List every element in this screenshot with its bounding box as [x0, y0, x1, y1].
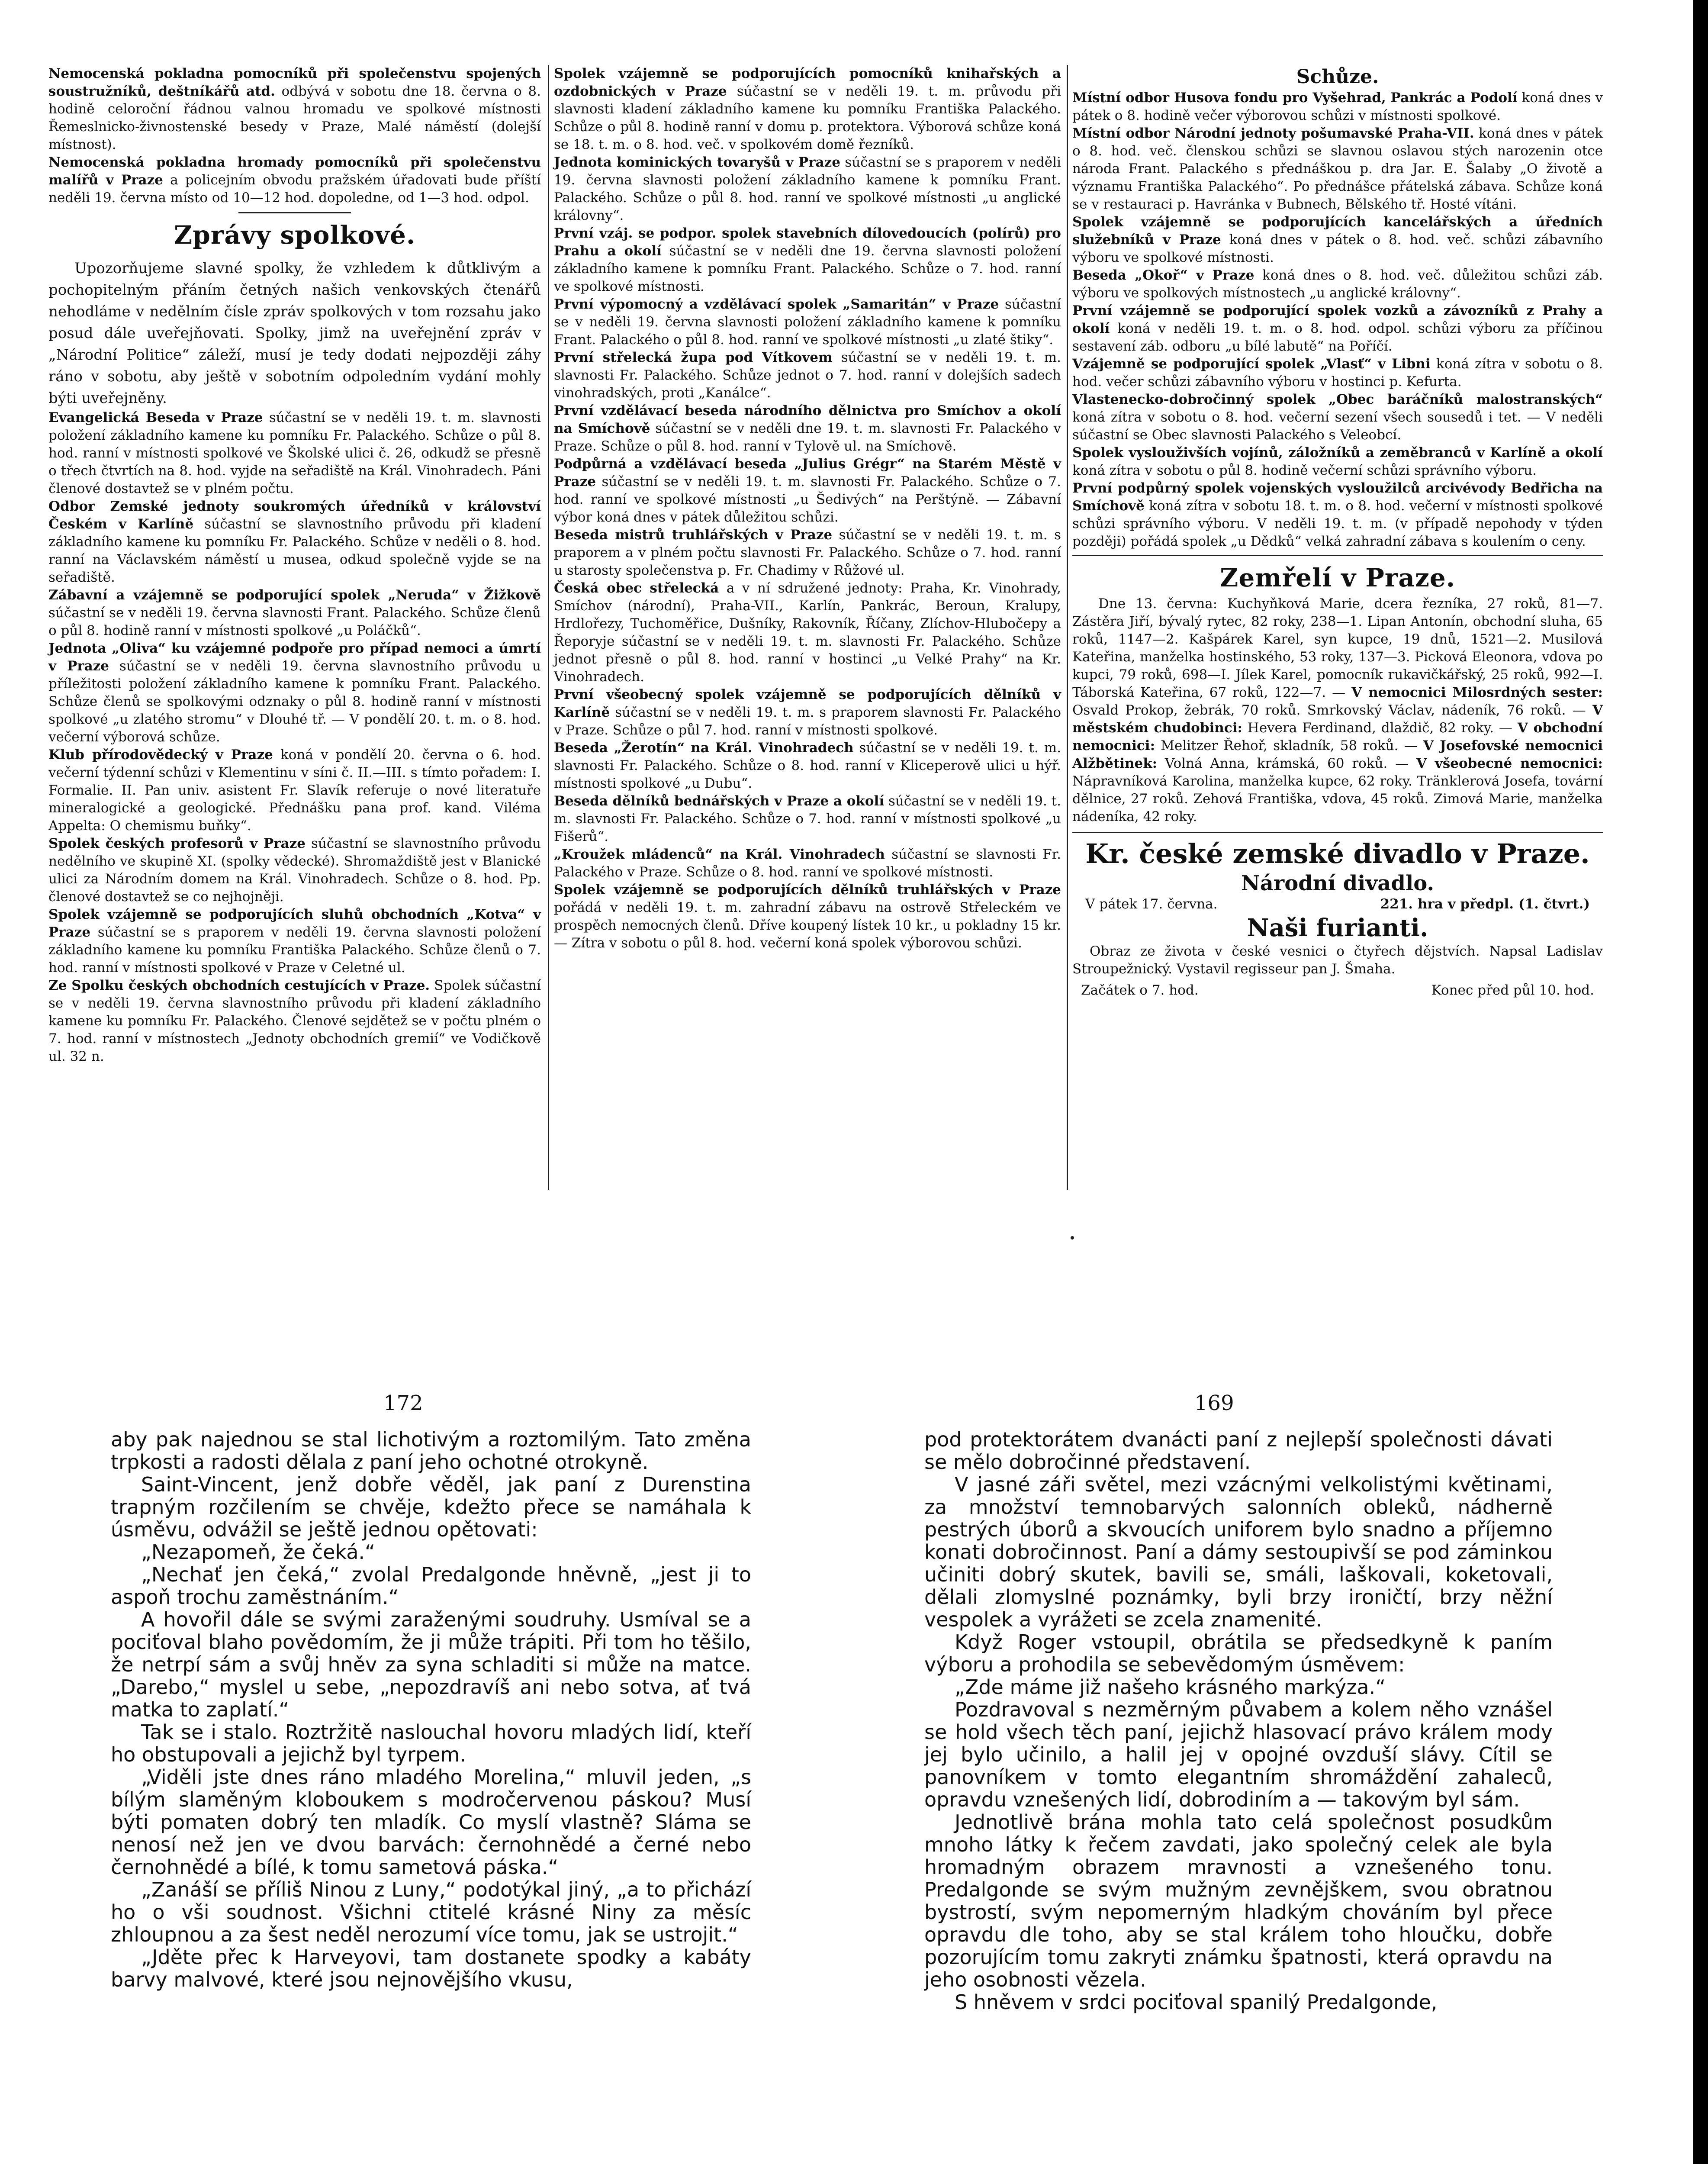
notice-organization: Podpůrná a vzdělávací beseda „Julius Grégr“ na Starém Městě v Praze	[554, 456, 1061, 489]
theatre-subtitle: Národní divadlo.	[1241, 871, 1435, 895]
notice-text: súčastní se s praporem v neděli 19. června slavnosti položení základního kamene k pomníku Frant. Palackého. Schůze o půl 8. hod. ranní ve spolkové místnosti „u anglické královny“.	[554, 155, 1061, 223]
notice-text: súčastní se v neděli 19. t. m. slavnosti Fr. Palackého. Schůze o 8. hod. ranní v Kliceperově ulici u hýř. místnosti spolkové „u Dubu“.	[554, 740, 1061, 791]
notice-item	[1072, 125, 1603, 213]
notice-item	[554, 154, 1061, 225]
notice-organization: Spolek vzájemně se podporujících kancelářských a úředních služebníků v Praze	[1072, 214, 1603, 248]
notice-item	[554, 455, 1061, 526]
novel-paragraph: „Nechať jen čeká,“ zvolal Predalgonde hněvně, „jest ji to aspoň trochu zaměstnáním.“	[111, 1563, 751, 1609]
notice-text: súčastní se v neděli 19. t. m. průvodu při slavnosti kladení základního kamene ku pomníku Františka Palackého. Schůze o půl 8. hodině ranní v domu p. protektora. Výborová schůze koná se 18. t. m. o 8. hod. več. v spolkovém domě řezníků.	[554, 84, 1061, 152]
notice-item	[554, 526, 1061, 580]
notice-text: a policejním obvodu pražském úřadovati bude příští neděli 19. června místo od 10—12 hod. dopoledne, od 1—3 hod. odpol.	[48, 172, 541, 206]
section-heading: Zprávy spolkové.	[174, 220, 416, 250]
notice-item	[554, 349, 1061, 402]
novel-paragraph: Saint-Vincent, jenž dobře věděl, jak paní z Durenstina trapným rozčilením se chvěje, kdežto přece se namáhala k úsměvu, odvážil se ještě jednou opětovati:	[111, 1473, 751, 1541]
notice-item	[554, 686, 1061, 739]
deaths-hospital-5: V všeobecné nemocnici:	[1416, 756, 1603, 771]
notice-item	[554, 225, 1061, 296]
novel-paragraph: Když Roger vstoupil, obrátila se předsedkyně k paním výboru a prohodila se sebevědomým úsměvem:	[924, 1630, 1553, 1676]
notice-organization: Spolek vyslouživších vojínů, záložníků a zeměbranců v Karlíně a okolí	[1072, 445, 1603, 460]
deaths-text-1: Dne 13. června: Kuchyňková Marie, dcera řezníka, 27 roků, 81—7. Zástěra Jiří, bývalý rytec, 82 roky, 238—1. Lipan Antonín, obchodní sluha, 65 roků, 1147—2. Kašpárek Karel, syn kupce, 19 dnů, 1521—2. Musilová Kateřina, manželka hostinského, 53 roky, 137—3. Picková Eleonora, vdova po kupci, 79 roků, 698—I. Jílek Karel, pomocník rukavičkářský, 25 roků, 992—I. Táborská Kateřina, 67 roků, 122—7. —	[1072, 596, 1603, 700]
theatre-divider	[1072, 832, 1603, 833]
notice-text: koná dnes v pátek o 8. hod. več. schůzi zábavního výboru ve spolkové místnosti.	[1072, 232, 1603, 265]
notice-organization: Zábavní a vzájemně se podporující spolek „Neruda“ v Žižkově	[48, 587, 541, 603]
notice-text: súčastní se v neděli 19. června slavnosti položení základního kamene k pomníku Frant. Palackého o půl 8. hod. ranní ve spolkové místnosti „u zlaté štiky“.	[554, 296, 1061, 348]
notice-organization: První vzáj. se podpor. spolek stavebních dílovedoucích (polírů) pro Prahu a okolí	[554, 225, 1061, 259]
notice-text: súčastní se v neděli dne 19. června slavnosti položení základního kamene k pomníku Frant. Palackého. Schůze o 7. hod. ranní ve spolkové místnosti.	[554, 243, 1061, 294]
notice-organization: Beseda „Okoř“ v Praze	[1072, 267, 1254, 283]
notice-text: súčastní se v neděli 19. t. m. slavnosti Fr. Palackého. Schůze o 7. hod. ranní v místnosti spolkové „u Fišerů“.	[554, 793, 1061, 844]
notice-text: Spolek súčastní se v neděli 19. června slavnostního průvodu při kladení základního kamene ku pomníku Fr. Palackého. Členové sejdětež se v počtu plném o 7. hod. ranní v místnostech „Jednoty obchodních gremií“ ve Vodičkově ul. 32 n.	[48, 978, 541, 1064]
performance-number: 221. hra v předpl. (1. čtvrt.)	[1380, 896, 1590, 912]
deaths-heading: Zemřelí v Praze.	[1219, 563, 1455, 593]
notice-text: súčastní se v neděli 19. t. m. s praporem a v plném počtu slavnosti Fr. Palackého. Schůze o 7. hod. ranní u starosty společenstva p. Fr. Chadimy v Růžové ul.	[554, 527, 1061, 578]
notice-text: súčastní se s praporem v neděli 19. června slavnosti položení základního kamene ku pomníku Františka Palackého. Schůze členů o 7. hod. ranní v místnosti spolkové v Praze v Celetné ul.	[48, 924, 541, 976]
notice-text: súčastní se v neděli 19. t. m. slavnosti Fr. Palackého. Schůze jednot o 7. hod. ranní v dolejších sadech vinohradských, proti „Kanálce“.	[554, 350, 1061, 401]
notice-text: súčastní se v neděli 19. t. m. slavnosti položení základního kamene ku pomníku Fr. Palackého. Schůze o půl 8. hod. ranní v místnosti spolkové ve Školské ulici č. 26, odkudž se přesně o třech čtvrtích na 8. hod. vyjde na seřadiště na Král. Vinohradech. Páni členové dostavtež se v plném počtu.	[48, 410, 541, 496]
notice-organization: Místní odbor Národní jednoty pošumavské Praha-VII.	[1072, 126, 1474, 141]
column-left	[48, 65, 541, 1066]
novel-paragraph: Pozdravoval s nezměrným půvabem a kolem něho vznášel se hold všech těch paní, jejichž hlasovací právo králem mody jej bylo učinilo, a halil jej v opojné ovzduší slávy. Cítil se panovníkem v tomto elegantním shromáždění zahaleců, opravdu vznešených lidí, dobrodiním a — takovým byl sám.	[924, 1698, 1553, 1811]
novel-paragraph: „Jděte přec k Harveyovi, tam dostanete spodky a kabáty barvy malvové, které jsou nejnovějšího vkusu,	[111, 1945, 751, 1991]
notice-organization: Vzájemně se podporující spolek „Vlasť“ v Libni	[1072, 356, 1431, 372]
deaths-list	[1072, 595, 1603, 826]
novel-paragraph: „Viděli jste dnes ráno mladého Morelina,“ mluvil jeden, „s bílým slaměným kloboukem s modročervenou páskou? Musí býti pomaten dobrý ten mladík. Co myslí vlastně? Sláma se nenosí než jen ve dvou barvách: černohnědé a černé nebo černohnědé a bílé, k tomu sametová páska.“	[111, 1765, 751, 1879]
notice-organization: Klub přírodovědecký v Praze	[48, 747, 273, 763]
notice-text: koná dnes v pátek o 8. hod. več. členskou schůzi se slavnou oslavou stých narozenin otce národa Frant. Palackého s přednáškou p. dra Jar. E. Šalaby „O životě a významu Františka Palackého“. Po přednášce přátelská zábava. Schůze koná se v restauraci p. Havránka v Bubnech, Bělského tř. Hosté vítáni.	[1072, 126, 1603, 212]
notice-text: koná v neděli 19. t. m. o 8. hod. odpol. schůzi výboru za příčinou sestavení záb. odboru „u bílé labutě“ na Poříčí.	[1072, 321, 1603, 354]
notice-organization: První podpůrný spolek vojenských vysloužilců arcivévody Bedřicha na Smíchově	[1072, 480, 1603, 514]
notice-organization: Nemocenská pokladna hromady pomocníků při společenstvu malířů v Praze	[48, 155, 541, 188]
notice-organization: Jednota „Oliva“ ku vzájemné podpoře pro případ nemoci a úmrtí v Praze	[48, 641, 541, 674]
notice-organization: Odbor Zemské jednoty soukromých úředníků v království Českém v Karlíně	[48, 499, 541, 532]
column-right	[1072, 65, 1603, 999]
notice-text: súčastní se slavnosti Fr. Palackého v Praze. Schůze o 8. hod. ranní ve spolkové místnosti.	[554, 847, 1061, 880]
notice-item	[48, 746, 541, 835]
notice-item	[48, 906, 541, 977]
notice-item	[1072, 355, 1603, 391]
notice-organization: Spolek vzájemně se podporujících pomocníků knihařských a ozdobnických v Praze	[554, 66, 1061, 99]
column-middle	[554, 65, 1061, 952]
play-description: Obraz ze života v české vesnici o čtyřech dějstvích. Napsal Ladislav Stroupežnický. Vystavil regisseur pan J. Šmaha.	[1072, 944, 1603, 977]
notice-text: koná zítra v sobotu o 8. hod. večerní sezení všech sousedů i tet. — V neděli súčastní se Obec slavnosti Palackého s Veleobcí.	[1072, 409, 1603, 443]
notice-item	[48, 586, 541, 640]
page-number-left: 172	[383, 1391, 423, 1415]
notice-organization: Místní odbor Husova fondu pro Vyšehrad, Pankrác a Podolí	[1072, 90, 1518, 106]
notice-item	[554, 65, 1061, 154]
intro-paragraph: Upozorňujeme slavné spolky, že vzhledem k důtklivým a pochopitelným přáním četných našich venkovských čtenářů nehodláme v nedělním čísle zpráv spolkových v tom rozsahu jako posud dále uveřejňovati. Spolky, jimž na uveřejnění zpráv v „Národní Politice“ záleží, musí je tedy dodati nejpozději záhy ráno v sobotu, aby ještě v sobotním odpoledním vydání mohly býti uveřejněny.	[48, 260, 541, 407]
notice-organization: Spolek českých profesorů v Praze	[48, 836, 306, 851]
notice-organization: Česká obec střelecká	[554, 580, 719, 596]
notice-organization: První vzájemně se podporující spolek vozků a závozníků z Prahy a okolí	[1072, 303, 1603, 336]
notice-organization: První střelecká župa pod Vítkovem	[554, 350, 833, 365]
notice-text: súčastní se v neděli dne 19. t. m. slavnosti Fr. Palackého v Praze. Schůze o půl 8. hod. ranní v Tylově ul. na Smíchově.	[554, 421, 1061, 454]
deaths-text-3: Hevera Ferdinand, dlaždič, 82 roky. —	[1242, 720, 1518, 736]
deaths-hospital-3: V obchodní nemocnici:	[1072, 720, 1603, 754]
notice-organization: První vzdělávací beseda národního dělnictva pro Smíchov a okolí na Smíchově	[554, 403, 1061, 436]
notice-text: pořádá v neděli 19. t. m. zahradní zábavu na ostrově Střeleckém ve prospěch nemocných členů. Dříve koupený lístek 10 kr., u pokladny 15 kr. — Zítra v sobotu o půl 8. hod. večerní koná spolek výborovou schůzi.	[554, 900, 1061, 951]
notice-item	[48, 640, 541, 746]
notice-item	[554, 296, 1061, 349]
end-time: Konec před půl 10. hod.	[1431, 982, 1594, 998]
notice-text: koná zítra v sobotu 18. t. m. o 8. hod. večerní v místnosti spolkové schůzi správního výboru. V neděli 19. t. m. (v případě nepohody v týden později) pořádá spolek „u Dědků“ velká zahradní zábava s koulením o ceny.	[1072, 498, 1603, 549]
society-notices-list-2	[554, 65, 1061, 952]
notice-item	[554, 580, 1061, 686]
performance-times	[1072, 978, 1603, 999]
notice-item	[1072, 391, 1603, 444]
notice-organization: Beseda dělníků bednářských v Praze a okolí	[554, 793, 885, 809]
novel-paragraph: „Zde máme již našeho krásného markýza.“	[955, 1675, 1386, 1699]
notice-text: koná zítra v sobotu o 8. hod. večer schůzi zábavního výboru v hostinci p. Kefurta.	[1072, 356, 1603, 390]
notice-organization: Nemocenská pokladna pomocníků při společenstvu spojených soustružníků, deštníkářů atd.	[48, 66, 541, 99]
notice-organization: Beseda „Žerotín“ na Král. Vinohradech	[554, 740, 854, 756]
novel-column-right	[924, 1428, 1553, 2013]
novel-column-left	[111, 1428, 751, 1991]
notice-item	[554, 739, 1061, 792]
notice-item	[1072, 480, 1603, 551]
start-time: Začátek o 7. hod.	[1081, 982, 1199, 998]
novel-paragraph: aby pak najednou se stal lichotivým a roztomilým. Tato změna trpkosti a radosti dělala z paní jeho ochotné otrokyně.	[111, 1428, 751, 1474]
page-edge-rule	[1693, 0, 1708, 2164]
notices-block	[48, 65, 541, 207]
notice-item	[48, 409, 541, 498]
performance-info	[1072, 895, 1603, 913]
notice-item	[1072, 302, 1603, 355]
play-title: Naši furianti.	[1247, 914, 1428, 942]
notice-organization: Spolek vzájemně se podporujících dělníků truhlářských v Praze	[554, 882, 1061, 898]
novel-paragraph: „Zanáší se příliš Ninou z Luny,“ podotýkal jiný, „a to přichází ho o vši soudnost. Všichni ctitelé krásné Niny za měsíc zhloupnou a za šest neděl nerozumí více tomu, jak se ustrojit.“	[111, 1878, 751, 1946]
notice-item	[554, 881, 1061, 952]
notice-organization: Vlastenecko-dobročinný spolek „Obec baráčníků malostranských“	[1072, 392, 1603, 407]
novel-paragraph: pod protektorátem dvanácti paní z nejlepší společnosti dávati se mělo dobročinné představení.	[924, 1428, 1553, 1474]
deaths-text-5: Volná Anna, krámská, 60 roků. —	[1157, 756, 1417, 771]
notice-organization: Evangelická Beseda v Praze	[48, 410, 263, 425]
notice-text: súčastní se v neděli 19. t. m. s praporem slavnosti Fr. Palackého v Praze. Schůze o půl 7. hod. ranní v místnosti spolkové.	[554, 705, 1061, 738]
notice-item	[554, 792, 1061, 846]
notice-text: súčastní se v neděli 19. června slavnostního průvodu u příležitosti položení základního kamene k pomníku Frant. Palackého. Schůze členů se spolkovými odznaky o půl 8. hodině ranní v místnosti spolkové „u zlatého stromu“ v Dlouhé tř. — V pondělí 20. t. m. o 8. hod. večerní výborová schůze.	[48, 658, 541, 745]
column-divider-1	[548, 65, 549, 1190]
notice-organization: Jednota kominických tovaryšů v Praze	[554, 155, 840, 170]
performance-date: V pátek 17. června.	[1085, 896, 1218, 912]
deaths-text-6: Nápravníková Karolina, manželka kupce, 62 roky. Tränklerová Josefa, tovární dělnice, 27 roků. Zehová Františka, vdova, 45 roků. Zimová Marie, manželka nádeníka, 42 roky.	[1072, 773, 1603, 824]
deaths-hospital-1: V nemocnici Milosrdných sester:	[1351, 685, 1603, 700]
notice-text: súčastní se v neděli 19. t. m. slavnosti Fr. Palackého. Schůze o 7. hod. ranní ve spolkové místnosti „u Šedivých“ na Perštýně. — Zábavní výbor koná dnes v pátek důležitou schůzi.	[554, 474, 1061, 525]
notice-text: koná zítra v sobotu o půl 8. hodině večerní schůzi správního výboru.	[1072, 463, 1537, 478]
notice-text: koná dnes v pátek o 8. hodině večer výborovou schůzi v místnosti spolkové.	[1072, 90, 1603, 123]
notice-item	[1072, 89, 1603, 125]
notice-text: súčastní se slavnostního průvodu při kladení základního kamene ku pomníku Fr. Palackého. Schůze v neděli o 8. hod. ranní na Václavském náměstí u musea, odkud společně vyjde se na seřadiště.	[48, 516, 541, 585]
deaths-hospital-4: V Josefovské nemocnici Alžbětinek:	[1072, 738, 1603, 771]
society-notices-list	[48, 409, 541, 1066]
novel-paragraph: „Nezapomeň, že čeká.“	[141, 1540, 375, 1564]
notice-item	[48, 154, 541, 207]
meetings-list	[1072, 89, 1603, 551]
notice-organization: První výpomocný a vzdělávací spolek „Samaritán“ v Praze	[554, 296, 999, 312]
notice-divider	[238, 212, 351, 213]
deaths-text-2: Osvald Prokop, žebrák, 70 roků. Smrkovský Václav, nádeník, 76 roků. —	[1072, 702, 1592, 718]
page-number-right: 169	[1194, 1391, 1234, 1415]
column-divider-2	[1067, 65, 1068, 1190]
deaths-text-4: Melitzer Řehoř, skladník, 58 roků. —	[1155, 738, 1423, 754]
notice-item	[1072, 213, 1603, 267]
notice-text: koná dnes o 8. hod. več. důležitou schůzi záb. výboru ve spolkových místnostech „u anglické královny“.	[1072, 267, 1603, 301]
notice-item	[1072, 444, 1603, 480]
notice-text: súčastní se v neděli 19. června slavnosti Frant. Palackého. Schůze členů o půl 8. hodině ranní v místnosti spolkové „u Poláčků“.	[48, 605, 541, 638]
novel-paragraph: S hněvem v srdci pociťoval spanilý Predalgonde,	[955, 1990, 1438, 2014]
notice-text: súčastní se slavnostního průvodu nedělního ve skupině XI. (spolky vědecké). Shromaždiště jest v Blanické ulici za Národním domem na Král. Vinohradech. Schůze o 8. hod. Pp. členové dostavtež se co nejhojněji.	[48, 836, 541, 905]
notice-text: odbývá v sobotu dne 18. června o 8. hodině celoroční řádnou valnou hromadu ve spolkové místnosti Řemeslnicko-živnostenské besedy v Praze, Malé náměstí (dolejší místnost).	[48, 84, 541, 152]
stray-mark	[1071, 1236, 1074, 1240]
notice-item	[554, 402, 1061, 455]
novel-paragraph: Tak se i stalo. Roztržitě naslouchal hovoru mladých lidí, kteří ho obstupovali a jejichž byl tyrpem.	[111, 1720, 751, 1766]
notice-organization: První všeobecný spolek vzájemně se podporujících dělníků v Karlíně	[554, 687, 1061, 720]
notice-item	[554, 846, 1061, 881]
notice-item	[48, 977, 541, 1066]
deaths-divider	[1072, 555, 1603, 556]
novel-paragraph: A hovořil dále se svými zaraženými soudruhy. Usmíval se a pociťoval blaho povědomím, že ji může trápiti. Při tom ho těšilo, že netrpí sám a svůj hněv za syna schladiti si může na matce. „Darebo,“ myslel u sebe, „nepozdravíš ani nebo sotva, ať tvá matka to zaplatí.“	[111, 1608, 751, 1721]
notice-text: koná v pondělí 20. června o 6. hod. večerní týdenní schůzi v Klementinu v síni č. II.—III. s tímto pořadem: I. Formalie. II. Pan univ. asistent Fr. Slavík referuje o nové literatuře mineralogické a geologické. Přednášku pana prof. kand. Viléma Appelta: O chemismu buňky“.	[48, 747, 541, 834]
notice-organization: Spolek vzájemně se podporujících sluhů obchodních „Kotva“ v Praze	[48, 907, 541, 940]
novel-paragraph: Jednotlivě brána mohla tato celá společnost posudkům mnoho látky k řečem zavdati, jako společný celek ale byla hromadným obrazem mravnosti a vznešeného tonu. Predalgonde se svým mužným zevnějškem, svou obratnou bystrostí, svým nepomerným hladkým chováním byl přece opravdu dle toho, aby se stal králem toho hloučku, dobře pozorujícím tomu zakryti známku špatnosti, která opravdu na jeho osobnosti vězela.	[924, 1810, 1553, 1991]
deaths-hospital-2: V městském chudobinci:	[1072, 702, 1603, 736]
notice-item	[48, 498, 541, 586]
notice-item	[48, 835, 541, 906]
notice-organization: Beseda mistrů truhlářských v Praze	[554, 527, 833, 543]
notice-item	[48, 65, 541, 154]
theatre-title: Kr. české zemské divadlo v Praze.	[1085, 838, 1590, 869]
notice-item	[1072, 267, 1603, 302]
notice-organization: „Kroužek mládenců“ na Král. Vinohradech	[554, 847, 885, 862]
novel-paragraph: V jasné záři světel, mezi vzácnými velkolistými květinami, za množství temnobarvých salonních obleků, nádherně pestrých úborů a skvoucích uniforem bylo snadno a příjemno konati dobročinnost. Paní a dámy sestoupivší se pod záminkou učiniti dobrý skutek, bavili se, smáli, laškovali, koketovali, dělali zlomyslné poznámky, byli brzy ironičtí, brzy něžní vespolek a vyrážeti se zcela znamenité.	[924, 1473, 1553, 1631]
meetings-heading: Schůze.	[1296, 66, 1379, 88]
notice-organization: Ze Spolku českých obchodních cestujících v Praze.	[48, 978, 430, 993]
notice-text: a v ní sdružené jednoty: Praha, Kr. Vinohrady, Smíchov (národní), Praha-VII., Karlín, Pankrác, Beroun, Kralupy, Hrdlořezy, Tuchoměřice, Dušníky, Rakovník, Říčany, Zlíchov-Hlubočepy a Řeporyje súčastní se v neděli 19. t. m. slavnosti Fr. Palackého. Schůze jednot přesně o půl 8. hod. ranní v hostinci „u Velké Prahy“ na Kr. Vinohradech.	[554, 580, 1061, 685]
